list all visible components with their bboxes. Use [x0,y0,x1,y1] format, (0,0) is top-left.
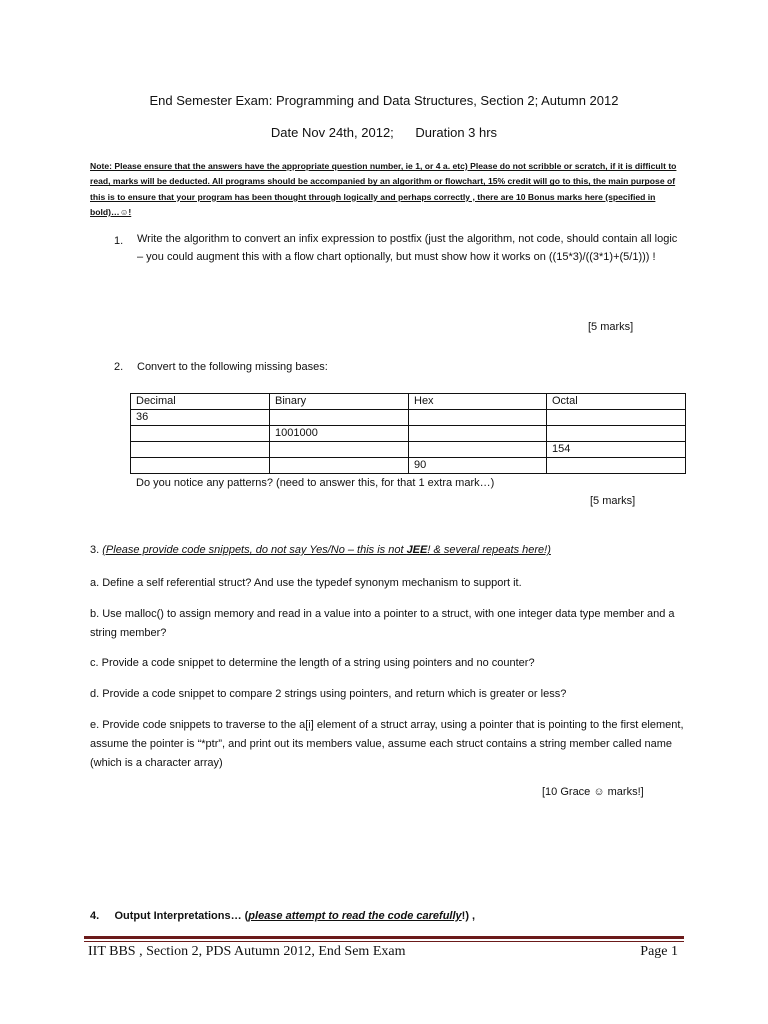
q3-heading-post: ! & several repeats here!) [427,544,551,556]
q3-heading-text [102,544,551,556]
table-header: Decimal [131,394,270,410]
table-cell [270,442,409,458]
q3-heading-bold: JEE [406,544,428,556]
table-cell [547,458,686,474]
table-row [131,442,686,458]
q4-lead: Output Interpretations… ( [114,910,249,922]
q2-marks: [5 marks] [590,495,636,507]
table-row [131,410,686,426]
q4-tail: !) , [461,910,476,922]
footer-left: IIT BBS , Section 2, PDS Autumn 2012, End Sem Exam [88,944,406,959]
table-header: Hex [409,394,547,410]
q4-emphasis: please attempt to read the code carefully [248,910,462,922]
q4-heading [90,910,475,922]
q3-item-a: a. Define a self referential struct? And use the typedef synonym mechanism to support it. [90,577,522,589]
table-cell: 36 [131,410,270,426]
q3-item-b: b. Use malloc() to assign memory and read in a value into a pointer to a struct, with one integer data type member and a string member? [90,608,675,639]
exam-date: Date Nov 24th, 2012; [270,125,394,140]
q3-heading-pre: (Please provide code snippets, do not say Yes/No – this is not [102,544,407,556]
table-cell [547,410,686,426]
exam-duration: Duration 3 hrs [415,125,498,140]
table-cell [270,458,409,474]
table-cell [409,442,547,458]
table-cell [131,458,270,474]
q1-number: 1. [114,235,124,247]
table-cell [131,426,270,442]
footer-rule-thick [84,936,684,939]
q2-text: Convert to the following missing bases: [137,361,328,373]
table-cell [409,426,547,442]
table-cell: 90 [409,458,547,474]
footer-rule-thin [84,941,684,942]
table-row [131,458,686,474]
q3-heading [90,544,551,556]
table-cell [131,442,270,458]
table-row [131,426,686,442]
q2-number: 2. [114,361,124,373]
table-cell [270,410,409,426]
q1-marks: [5 marks] [588,321,634,333]
q3-item-d: d. Provide a code snippet to compare 2 strings using pointers, and return which is greater or less? [90,688,567,700]
exam-title: End Semester Exam: Programming and Data Structures, Section 2; Autumn 2012 [149,93,619,108]
q3-item-e: e. Provide code snippets to traverse to the a[i] element of a struct array, using a pointer that is pointing to the first element, assume the pointer is “*ptr”, and print out its members value, assume each struct contains a string member called name (which is a character array) [90,719,684,769]
q4-number: 4. [90,910,100,922]
table-cell: 1001000 [270,426,409,442]
table-cell [547,426,686,442]
table-cell: 154 [547,442,686,458]
instructions-note: Note: Please ensure that the answers have the appropriate question number, ie 1, or 4 a. etc) Please do not scribble or scratch, if it is difficult to read, marks will be deducted. All programs should be accompanied by an algorithm or flowchart, 15% credit will go to this, the main purpose of this is to ensure that your program has been thought through logically and perhaps correctly , there are 10 Bonus marks here (specified in bold)…☺! [90,161,677,218]
q3-marks: [10 Grace ☺ marks!] [542,786,644,798]
table-header: Octal [547,394,686,410]
table-header: Binary [270,394,409,410]
bases-table [130,393,686,474]
q3-number: 3. [90,544,100,556]
q3-item-c: c. Provide a code snippet to determine the length of a string using pointers and no counter? [90,657,535,669]
q2-patterns: Do you notice any patterns? (need to answer this, for that 1 extra mark…) [136,477,495,489]
table-header-row [131,394,686,410]
date-line [0,125,768,140]
table-cell [409,410,547,426]
q1-text: Write the algorithm to convert an infix expression to postfix (just the algorithm, not code, should contain all logic – you could augment this with a flow chart optionally, but must show how it works on ((15*3)/((3*1)+(5/1))) ! [137,233,678,263]
page-number: Page 1 [640,944,678,959]
